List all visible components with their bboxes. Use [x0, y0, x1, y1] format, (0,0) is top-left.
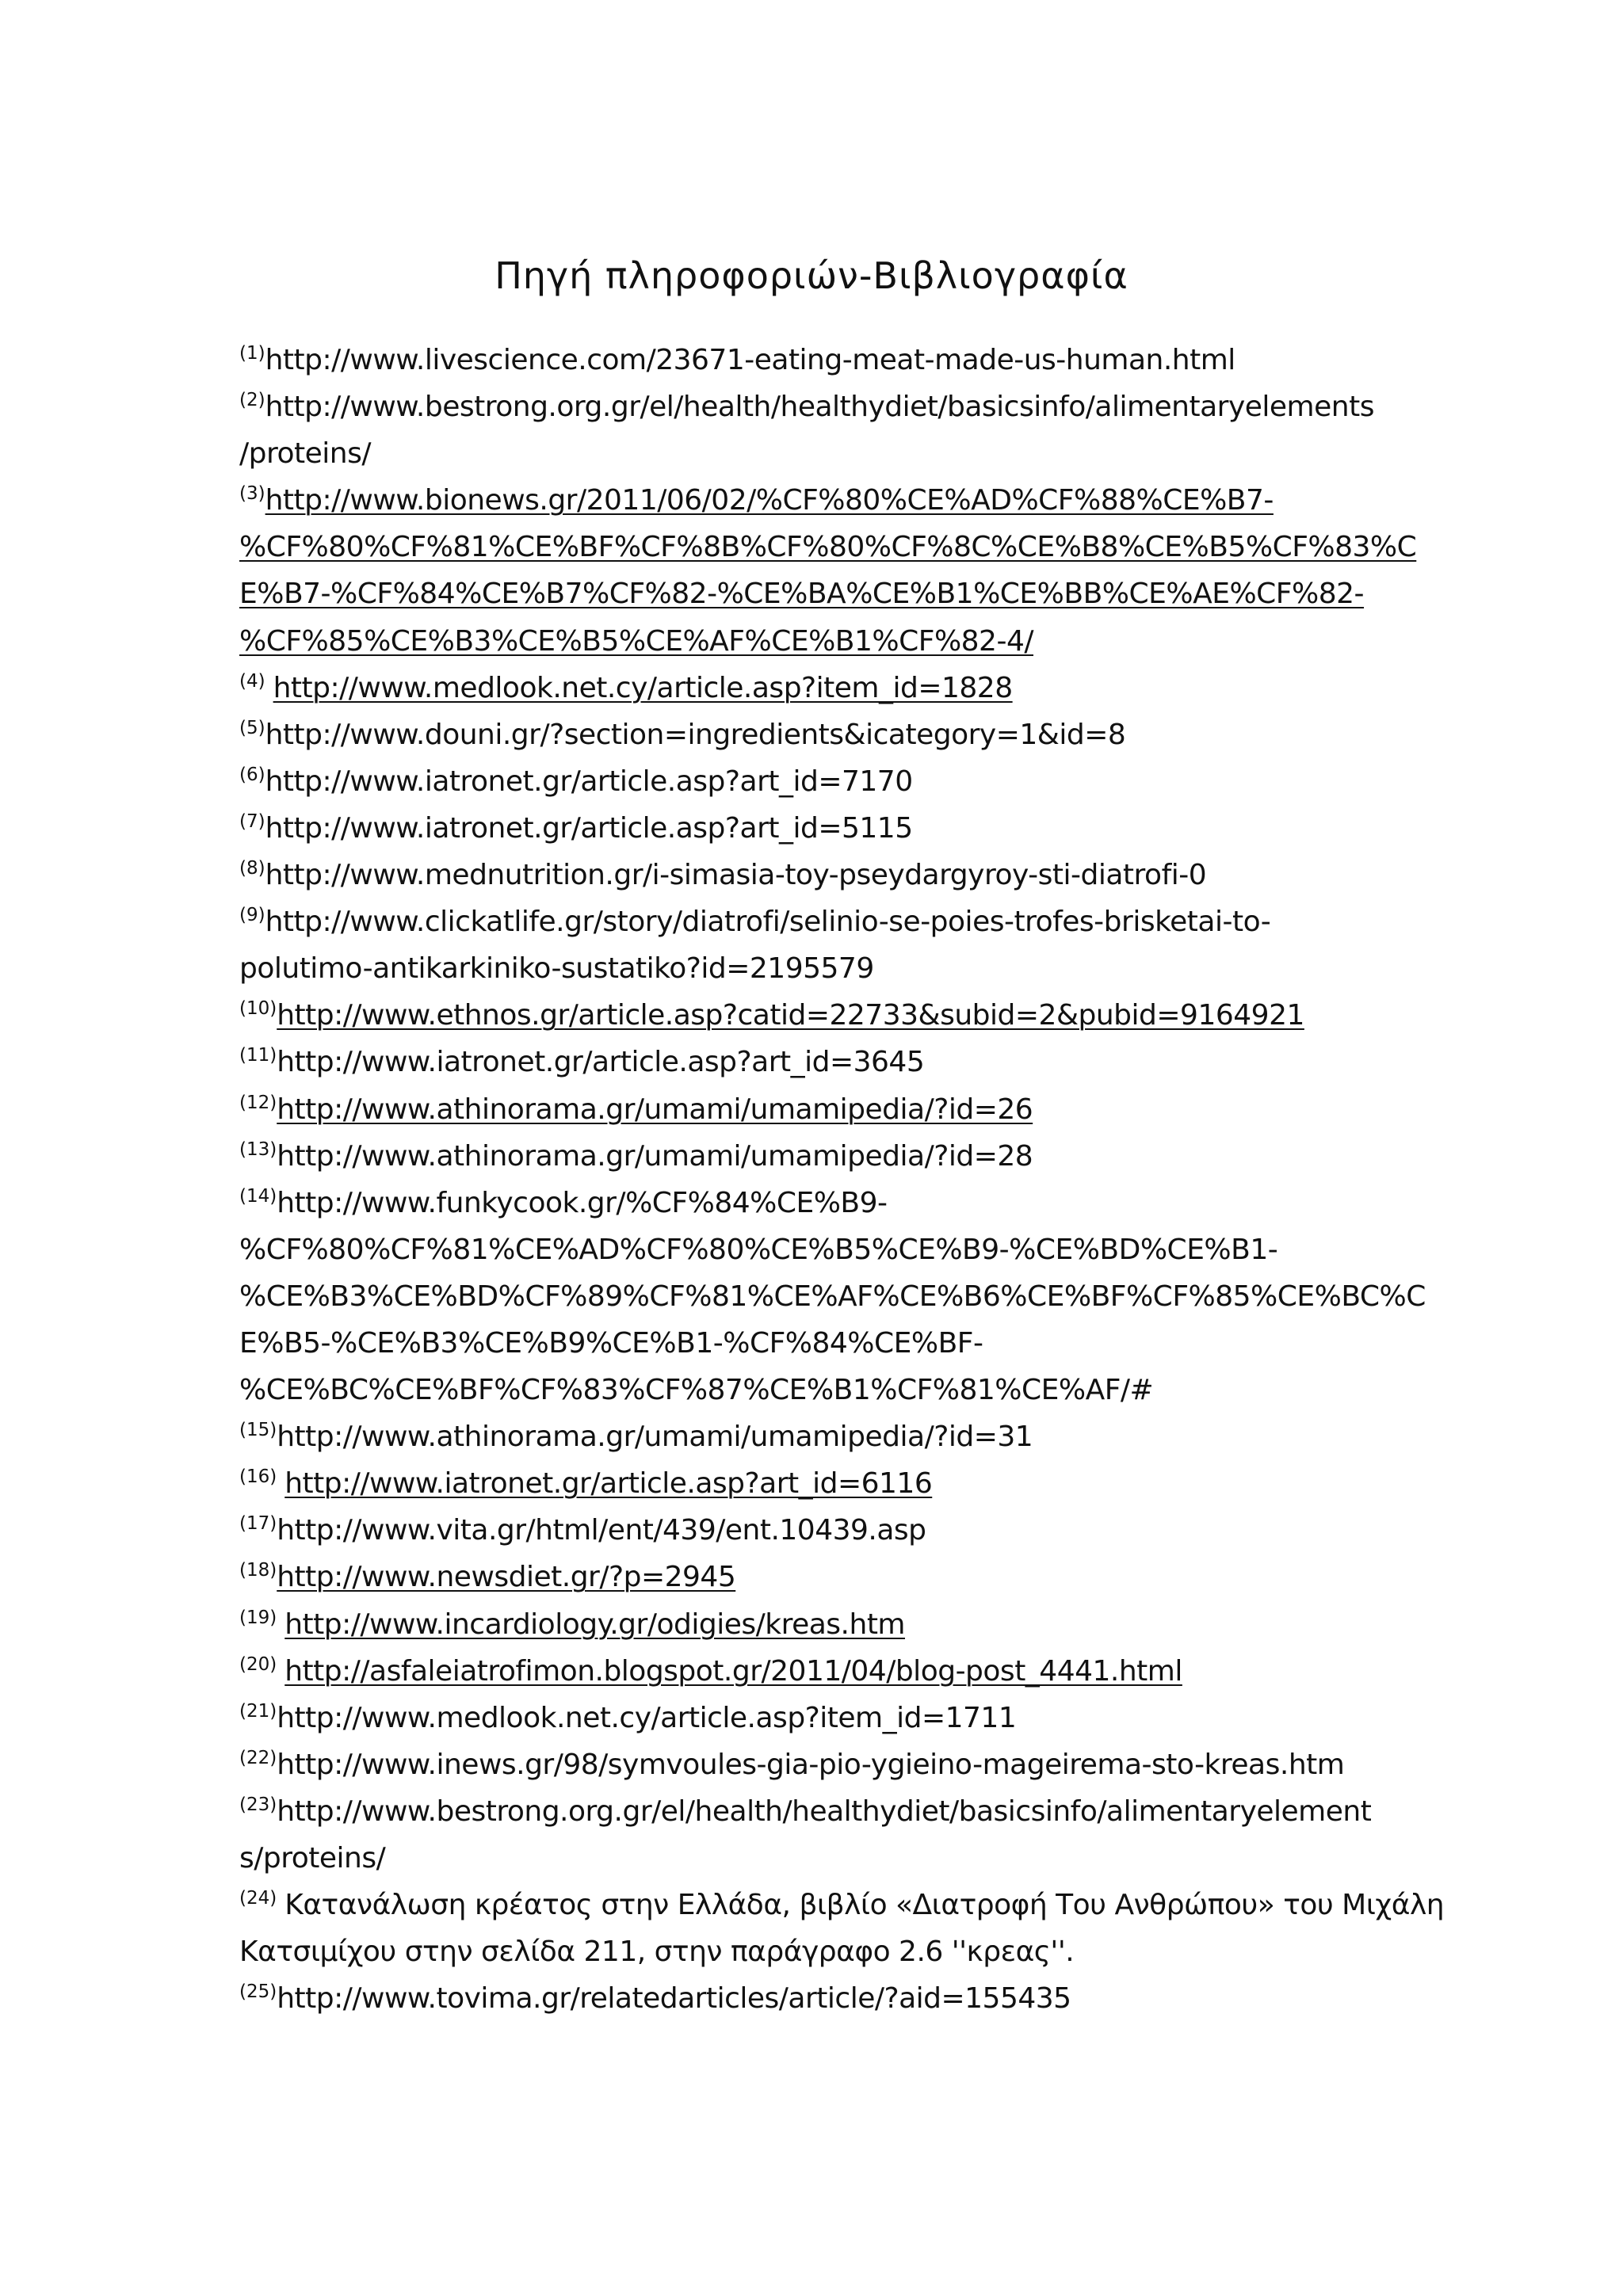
reference-line: [239, 1273, 1426, 1320]
reference-text: http://www.vita.gr/html/ent/439/ent.10439.asp: [277, 1514, 926, 1547]
reference-item: [239, 852, 1412, 898]
reference-text: /proteins/: [239, 437, 371, 471]
reference-line: [239, 1320, 1412, 1367]
reference-line: [239, 1226, 1412, 1273]
reference-text: http://www.tovima.gr/relatedarticles/article/?aid=155435: [277, 1982, 1071, 2016]
reference-text: polutimo-antikarkiniko-sustatiko?id=2195579: [239, 952, 874, 986]
reference-text: http://www.iatronet.gr/article.asp?art_id=3645: [277, 1046, 925, 1079]
reference-line: [239, 618, 1412, 665]
reference-item: [239, 477, 1417, 664]
reference-line: [239, 1507, 1412, 1554]
reference-text: Κατσιμίχου στην σελίδα 211, στην παράγραφο 2.6 ''κρεας''.: [239, 1936, 1075, 1969]
reference-number: (2): [239, 390, 265, 411]
reference-item: [239, 665, 1412, 711]
reference-line: [239, 1928, 1412, 1975]
reference-text: E%B5-%CE%B3%CE%B9%CE%B1-%CF%84%CE%BF-: [239, 1326, 983, 1360]
reference-link[interactable]: http://www.athinorama.gr/umami/umamipedia/?id=26: [277, 1093, 1033, 1126]
reference-line: [239, 1554, 1412, 1600]
reference-text: http://www.athinorama.gr/umami/umamipedia/?id=28: [277, 1139, 1033, 1173]
reference-line: [239, 477, 1412, 524]
reference-number: (25): [239, 1981, 277, 2003]
reference-number: (6): [239, 764, 265, 785]
reference-line: [239, 758, 1412, 805]
reference-number: (9): [239, 905, 265, 926]
reference-text: http://www.iatronet.gr/article.asp?art_id=7170: [265, 765, 913, 798]
reference-line: [239, 1835, 1412, 1882]
reference-text: http://www.iatronet.gr/article.asp?art_id=5115: [265, 811, 913, 845]
reference-number: (8): [239, 858, 265, 879]
reference-number: (22): [239, 1747, 277, 1768]
reference-item: [239, 1507, 1412, 1554]
reference-line: [239, 945, 1412, 992]
reference-line: [239, 1413, 1412, 1460]
reference-link[interactable]: http://www.incardiology.gr/odigies/kreas.htm: [285, 1608, 905, 1641]
reference-line: [239, 992, 1412, 1039]
reference-text: http://www.livescience.com/23671-eating-meat-made-us-human.html: [265, 344, 1235, 376]
reference-line: [239, 852, 1412, 898]
reference-item: [239, 1882, 1445, 1975]
reference-link[interactable]: http://www.newsdiet.gr/?p=2945: [277, 1561, 736, 1594]
reference-number: (15): [239, 1420, 277, 1441]
reference-number: (1): [239, 343, 265, 364]
reference-item: [239, 1039, 1412, 1085]
reference-list: [239, 337, 1445, 2022]
reference-link[interactable]: http://www.ethnos.gr/article.asp?catid=22733&subid=2&pubid=9164921: [277, 999, 1304, 1032]
reference-line: [239, 1741, 1412, 1788]
reference-link[interactable]: E%B7-%CF%84%CE%B7%CF%82-%CE%BA%CE%B1%CE%BB%CE%AE%CF%82-: [239, 578, 1365, 611]
reference-text: http://www.bestrong.org.gr/el/health/healthydiet/basicsinfo/alimentaryelement: [277, 1794, 1372, 1828]
reference-number: (3): [239, 483, 265, 505]
reference-line: [239, 430, 1412, 477]
reference-link[interactable]: http://www.bionews.gr/2011/06/02/%CF%80%CE%AD%CF%88%CE%B7-: [265, 484, 1274, 517]
reference-line: [239, 1975, 1412, 2022]
reference-item: [239, 1648, 1412, 1695]
reference-item: [239, 1554, 1412, 1600]
reference-line: [239, 337, 1412, 383]
reference-line: [239, 1180, 1412, 1226]
reference-line: [239, 805, 1412, 852]
reference-item: [239, 337, 1412, 383]
reference-text: http://www.clickatlife.gr/story/diatrofi/selinio-se-poies-trofes-brisketai-to-: [265, 906, 1271, 939]
reference-item: [239, 1413, 1412, 1460]
reference-number: (21): [239, 1700, 277, 1722]
reference-item: [239, 1975, 1412, 2022]
reference-text: http://www.douni.gr/?section=ingredients&icategory=1&id=8: [265, 718, 1126, 751]
reference-link[interactable]: http://www.iatronet.gr/article.asp?art_id=6116: [285, 1467, 933, 1501]
reference-item: [239, 711, 1412, 758]
reference-number: (17): [239, 1513, 277, 1535]
reference-line: [239, 1695, 1412, 1741]
reference-item: [239, 1180, 1426, 1413]
reference-item: [239, 1086, 1412, 1133]
reference-number: (12): [239, 1092, 277, 1113]
reference-item: [239, 1695, 1412, 1741]
reference-text: s/proteins/: [239, 1842, 386, 1875]
reference-text: http://www.mednutrition.gr/i-simasia-toy-pseydargyroy-sti-diatrofi-0: [265, 859, 1207, 892]
reference-line: [239, 898, 1412, 945]
reference-item: [239, 1741, 1412, 1788]
reference-number: (11): [239, 1045, 277, 1066]
reference-item: [239, 992, 1412, 1039]
reference-number: (5): [239, 717, 265, 738]
reference-text: http://www.funkycook.gr/%CF%84%CE%B9-: [277, 1186, 888, 1219]
reference-item: [239, 758, 1412, 805]
reference-link[interactable]: %CF%85%CE%B3%CE%B5%CE%AF%CE%B1%CF%82-4/: [239, 624, 1033, 658]
reference-text: http://www.medlook.net.cy/article.asp?item_id=1711: [277, 1701, 1017, 1734]
reference-number: (14): [239, 1185, 277, 1207]
reference-link[interactable]: %CF%80%CF%81%CE%BF%CF%8B%CF%80%CF%8C%CE%B8%CE%B5%CF%83%C: [239, 531, 1417, 564]
reference-number: (16): [239, 1466, 277, 1488]
reference-line: [239, 1648, 1412, 1695]
reference-item: [239, 898, 1412, 992]
reference-line: [239, 1086, 1412, 1133]
reference-line: [239, 1882, 1445, 1928]
reference-line: [239, 1460, 1412, 1507]
reference-item: [239, 805, 1412, 852]
reference-number: (7): [239, 810, 265, 832]
reference-line: [239, 1133, 1412, 1180]
reference-number: (23): [239, 1794, 277, 1815]
reference-line: [239, 1039, 1412, 1085]
reference-text: %CE%BC%CE%BF%CF%83%CF%87%CE%B1%CF%81%CE%AF/#: [239, 1374, 1154, 1407]
reference-text: http://www.inews.gr/98/symvoules-gia-pio-ygieino-mageirema-sto-kreas.htm: [277, 1748, 1345, 1781]
reference-line: [239, 570, 1412, 617]
reference-line: [239, 1367, 1412, 1413]
reference-line: [239, 383, 1412, 430]
reference-text: http://www.athinorama.gr/umami/umamipedia/?id=31: [277, 1421, 1033, 1454]
reference-number: (20): [239, 1653, 277, 1675]
page-title: Πηγή πληροφοριών-Βιβλιογραφία: [495, 254, 1128, 297]
reference-number: (10): [239, 998, 277, 1020]
reference-number: (18): [239, 1560, 277, 1581]
reference-link[interactable]: http://asfaleiatrofimon.blogspot.gr/2011/04/blog-post_4441.html: [285, 1654, 1182, 1688]
reference-text: %CE%B3%CE%BD%CF%89%CF%81%CE%AF%CE%B6%CE%BF%CF%85%CE%BC%C: [239, 1280, 1426, 1313]
reference-line: [239, 711, 1412, 758]
reference-number: (19): [239, 1607, 277, 1628]
reference-item: [239, 1788, 1412, 1882]
reference-number: (4): [239, 670, 265, 692]
reference-number: (24): [239, 1888, 277, 1909]
reference-line: [239, 665, 1412, 711]
reference-link[interactable]: http://www.medlook.net.cy/article.asp?item_id=1828: [273, 671, 1013, 704]
reference-item: [239, 1460, 1412, 1507]
reference-line: [239, 1601, 1412, 1648]
reference-text: http://www.bestrong.org.gr/el/health/healthydiet/basicsinfo/alimentaryelements: [265, 391, 1374, 424]
reference-item: [239, 1601, 1412, 1648]
reference-text: Κατανάλωση κρέατος στην Ελλάδα, βιβλίο «Διατροφή Του Ανθρώπου» του Μιχάλη: [285, 1889, 1445, 1922]
reference-line: [239, 1788, 1412, 1835]
reference-line: [239, 524, 1417, 570]
reference-item: [239, 1133, 1412, 1180]
reference-text: %CF%80%CF%81%CE%AD%CF%80%CE%B5%CE%B9-%CE%BD%CE%B1-: [239, 1233, 1278, 1266]
reference-item: [239, 383, 1412, 477]
reference-number: (13): [239, 1138, 277, 1160]
